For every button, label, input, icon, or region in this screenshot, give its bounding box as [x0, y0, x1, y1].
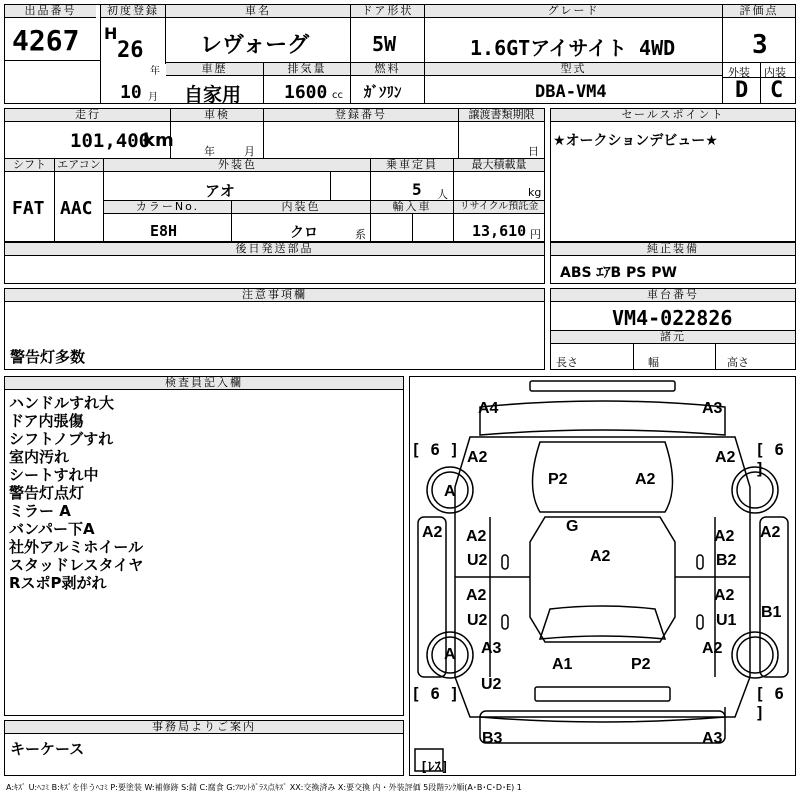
- month-unit: 月: [148, 92, 158, 103]
- damage-mark: A2: [702, 640, 723, 657]
- rear-bumper: [535, 687, 670, 701]
- capacity-label: 乗車定員: [371, 159, 453, 172]
- damage-mark: A3: [481, 640, 502, 657]
- damage-mark: G: [566, 518, 579, 535]
- remark-line: RスポP剥がれ: [9, 574, 107, 592]
- ac: AAC: [60, 198, 93, 219]
- damage-mark: A2: [714, 528, 735, 545]
- lot-label: 出品番号: [5, 5, 96, 18]
- equipment-text: ABS ｴｱB PS PW: [560, 265, 677, 281]
- damage-mark: A: [444, 646, 456, 663]
- caution-text: 警告灯多数: [10, 348, 86, 366]
- lot-number: 4267: [12, 24, 80, 57]
- remark-line: シフトノブすれ: [9, 430, 114, 448]
- sales-point-text: ★オークションデビュー★: [553, 133, 718, 149]
- recycle-unit: 円: [530, 228, 541, 241]
- mileage-label: 走行: [5, 109, 171, 122]
- damage-mark: A2: [590, 548, 611, 565]
- remark-line: 社外アルミホイール: [9, 538, 144, 556]
- mileage: 101,400: [70, 130, 151, 152]
- remark-line: 室内汚れ: [9, 448, 70, 466]
- damage-mark: A2: [467, 449, 488, 466]
- office-text: キーケース: [10, 740, 85, 758]
- chassis-number: VM4-022826: [612, 306, 733, 330]
- ext-color: アオ: [205, 182, 235, 200]
- reg-year: 26: [117, 38, 144, 63]
- sales-point-label: セールスポイント: [551, 109, 795, 122]
- damage-mark: B3: [482, 730, 503, 747]
- displacement-label: 排気量: [264, 63, 350, 76]
- damage-mark: B2: [716, 552, 737, 569]
- sales-point: [550, 108, 796, 242]
- damage-mark: A3: [702, 730, 723, 747]
- score-label: 評価点: [723, 5, 795, 18]
- displacement-unit: cc: [332, 90, 343, 101]
- damage-mark: A: [444, 483, 456, 500]
- capacity: 5: [412, 180, 422, 199]
- ext-grade-label: 外装: [728, 66, 750, 79]
- transfer-label: 譲渡書類期限: [459, 109, 544, 122]
- cabin-outline: [530, 517, 675, 642]
- damage-mark: A3: [702, 400, 723, 417]
- car-outline-svg: [410, 377, 795, 775]
- damage-mark: A4: [478, 400, 499, 417]
- door-label: ドア形状: [351, 5, 424, 18]
- office-label: 事務局よりご案内: [5, 721, 403, 734]
- inspection-label: 車検: [171, 109, 263, 122]
- damage-mark: P2: [631, 656, 651, 673]
- recycle-label: リサイクル預託金: [454, 201, 544, 214]
- grade-label: グレード: [425, 5, 722, 18]
- max-load-unit: kg: [528, 186, 542, 199]
- model: DBA-VM4: [535, 82, 607, 102]
- ext-grade: D: [735, 78, 749, 103]
- damage-mark: U2: [467, 552, 488, 569]
- remark-line: ハンドルすれ大: [9, 394, 115, 412]
- transfer-day-unit: 日: [528, 145, 539, 158]
- remark-line: シートすれ中: [9, 466, 99, 484]
- remark-line: スタッドレスタイヤ: [9, 556, 144, 574]
- remark-line: 警告灯点灯: [9, 484, 85, 502]
- int-color-unit: 系: [355, 228, 366, 241]
- insp-month-unit: 月: [244, 145, 255, 158]
- color-no-label: カラーNo.: [104, 201, 231, 214]
- tire-mark-rl: [ 6 ]: [411, 684, 460, 703]
- score: 3: [752, 30, 768, 60]
- remark-line: ミラー A: [9, 502, 71, 520]
- remarks-list: [9, 394, 143, 592]
- fuel-label: 燃料: [351, 63, 424, 76]
- shift-label: シフト: [5, 159, 54, 172]
- tire-mark-rr: [ 6 ]: [755, 684, 784, 722]
- damage-mark: U2: [481, 676, 502, 693]
- tire-mark-fl: [ 6 ]: [411, 440, 460, 459]
- int-grade: C: [770, 78, 784, 103]
- height-label: 高さ: [727, 356, 749, 369]
- ac-label: エアコン: [55, 159, 103, 172]
- width-label: 幅: [648, 356, 659, 369]
- equipment-label: 純正装備: [551, 243, 795, 256]
- shift: FAT: [12, 198, 45, 219]
- legend: A:ｷｽﾞ U:ﾍｺﾐ B:ｷｽﾞを伴うﾍｺﾐ P:要塗装 W:補修跡 S:錆 C:腐食 G:ﾌﾛﾝﾄｶﾞﾗｽ点ｷｽﾞ XX:交換済み X:要交換 内・外装評価 5段階ﾗﾝｸ順(A･B･C･D･E) 1: [6, 783, 522, 792]
- grade: 1.6GTアイサイト 4WD: [470, 36, 676, 60]
- insp-year-unit: 年: [204, 145, 215, 158]
- length-label: 長さ: [556, 356, 578, 369]
- model-label: 型式: [425, 63, 722, 76]
- mileage-unit: km: [143, 130, 174, 151]
- damage-mark: A2: [422, 524, 443, 541]
- damage-mark: B1: [761, 604, 782, 621]
- damage-mark: P2: [548, 471, 568, 488]
- spec-label: 諸元: [551, 331, 795, 344]
- rear-window-outline: [540, 606, 665, 639]
- int-grade-label: 内装: [764, 66, 786, 79]
- later-parts-label: 後日発送部品: [5, 243, 544, 256]
- fuel: ｶﾞｿﾘﾝ: [364, 83, 402, 101]
- car-name-label: 車名: [166, 5, 350, 18]
- inspector-label: 検査員記入欄: [5, 377, 403, 390]
- ext-color-label: 外装色: [104, 159, 371, 172]
- damage-mark: A2: [635, 471, 656, 488]
- damage-mark: U1: [716, 612, 737, 629]
- front-hood-outline: [480, 401, 725, 435]
- reg-month: 10: [120, 82, 142, 103]
- door-type: 5W: [372, 32, 397, 56]
- first-reg-label: 初度登録: [101, 5, 165, 18]
- displacement: 1600: [284, 82, 328, 103]
- rear-trunk-outline: [480, 707, 725, 722]
- year-unit: 年: [150, 66, 160, 77]
- remark-line: ドア内張傷: [9, 412, 84, 430]
- damage-mark: A2: [466, 587, 487, 604]
- import-label: 輸入車: [371, 201, 453, 214]
- damage-mark: U2: [467, 612, 488, 629]
- vehicle-details: [4, 108, 545, 242]
- front-bumper: [530, 381, 675, 391]
- reg-no-label: 登録番号: [264, 109, 458, 122]
- int-color-label: 内装色: [232, 201, 370, 214]
- damage-mark: A2: [715, 449, 736, 466]
- recycle-fee: 13,610: [472, 222, 527, 240]
- max-load-label: 最大積載量: [454, 159, 544, 172]
- damage-mark: A1: [552, 656, 573, 673]
- caution-label: 注意事項欄: [5, 289, 544, 302]
- car-name: レヴォーグ: [200, 33, 310, 58]
- remark-line: バンパー下A: [9, 520, 95, 538]
- history-label: 車歴: [166, 63, 263, 76]
- int-color: クロ: [290, 225, 318, 241]
- tire-rear-right: [732, 632, 778, 678]
- capacity-unit: 人: [437, 188, 448, 201]
- color-no: E8H: [150, 222, 178, 240]
- history: 自家用: [184, 84, 242, 106]
- damage-mark: A2: [466, 528, 487, 545]
- spare-tire-mark: [ﾚｽ]: [420, 760, 449, 775]
- chassis-label: 車台番号: [551, 289, 795, 302]
- era: H: [104, 24, 118, 43]
- tire-mark-fr: [ 6 ]: [755, 440, 784, 478]
- rear-bumper-lower: [480, 711, 725, 743]
- damage-mark: A2: [714, 587, 735, 604]
- damage-mark: A2: [760, 524, 781, 541]
